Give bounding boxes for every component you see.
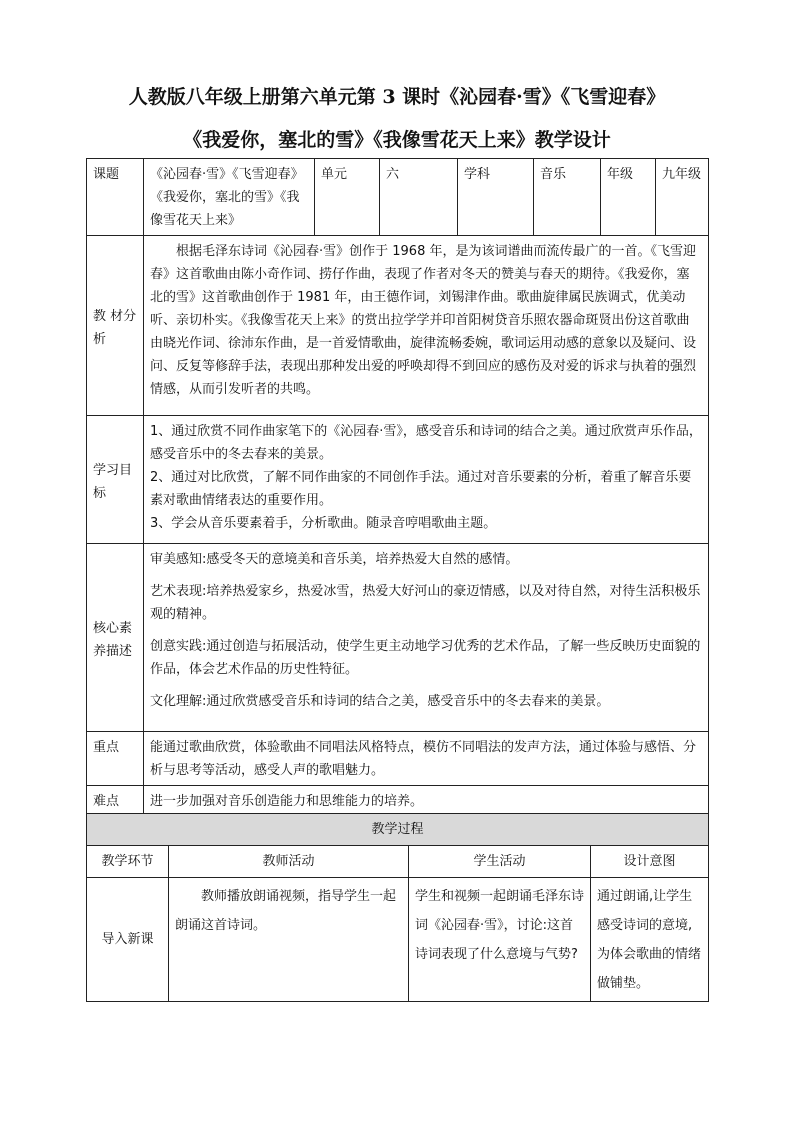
process-header-row [87,814,709,846]
difficulty-text: 进一步加强对音乐创造能力和思维能力的培养。 [150,794,424,809]
goal-item: 2、通过对比欣赏，了解不同作曲家的不同创作手法。通过对音乐要素的分析，着重了解音乐要素对歌曲情绪表达的重要作用。 [150,470,692,508]
analysis-label: 教 材分析 [87,236,144,416]
key-points-row [87,732,709,786]
process-student-activity: 学生和视频一起朗诵毛泽东诗词《沁园春·雪》，讨论:这首诗词表现了什么意境与气势? [415,889,585,962]
lesson-info-table [86,158,709,814]
literacy-item: 文化理解:通过欣赏感受音乐和诗词的结合之美，感受音乐中的冬去春来的美景。 [150,694,610,709]
literacy-item: 审美感知:感受冬天的意境美和音乐美，培养热爱大自然的感情。 [150,552,519,567]
key-points-text: 能通过歌曲欣赏，体验歌曲不同唱法风格特点，模仿不同唱法的发声方法，通过体验与感悟、分析与思考等活动，感受人声的歌唱魅力。 [150,740,697,778]
teaching-process-table [86,813,709,1002]
goals-label: 学习目标 [87,416,144,544]
process-header: 教学过程 [87,814,709,846]
literacy-item: 创意实践:通过创造与拓展活动，使学生更主动地学习优秀的艺术作品，了解一些反映历史面貌的作品，体会艺术作品的历史性特征。 [150,639,701,677]
unit-value: 六 [380,159,458,236]
grade-label: 年级 [601,159,656,236]
document-title-line-2: 《我爱你，塞北的雪》《我像雪花天上来》教学设计 [183,129,611,151]
topic-value: 《沁园春·雪》《飞雪迎春》《我爱你，塞北的雪》《我像雪花天上来》 [144,159,315,236]
process-design-intent: 通过朗诵,让学生感受诗词的意境,为体会歌曲的情绪做铺垫。 [597,889,702,991]
process-stage: 导入新课 [87,878,169,1002]
unit-label: 单元 [315,159,380,236]
col-intent-header: 设计意图 [591,846,709,878]
col-student-header: 学生活动 [409,846,591,878]
literacy-row [87,544,709,732]
literacy-label: 核心素养描述 [87,544,144,732]
document-title-line-1: 人教版八年级上册第六单元第 3 课时《沁园春·雪》《飞雪迎春》 [128,86,666,108]
process-column-header-row [87,846,709,878]
goal-item: 3、学会从音乐要素着手，分析歌曲。随录音哼唱歌曲主题。 [150,516,497,531]
key-points-label: 重点 [87,732,144,786]
subject-label: 学科 [458,159,534,236]
subject-value: 音乐 [534,159,601,236]
analysis-row [87,236,709,416]
analysis-text: 根据毛泽东诗词《沁园春·雪》创作于 1968 年，是为该词谱曲而流传最广的一首。《飞雪迎春》这首歌曲由陈小奇作词、捞仔作曲，表现了作者对冬天的赞美与春天的期待。《我爱你，塞北的雪》这首歌曲创作于 1981 年，由王德作词，刘锡津作曲。歌曲旋律属民族调式，优美动听、亲切朴实。《我像雪花天上来》的赏出拉学学并印首阳树贷音乐照农器命斑贤出份这首歌曲由晓光作词、徐沛东作曲，是一首爱情歌曲，旋律流畅委婉，歌词运用动感的意象以及疑问、设问、反复等修辞手法，表现出那种发出爱的呼唤却得不到回应的感伤及对爱的诉求与执着的强烈情感，从而引发听者的共鸣。 [150,244,697,397]
literacy-item: 艺术表现:培养热爱家乡，热爱冰雪，热爱大好河山的豪迈情感，以及对待自然，对待生活积极乐观的精神。 [150,584,701,622]
topic-row [87,159,709,236]
process-row [87,878,709,1002]
process-teacher-activity: 教师播放朗诵视频，指导学生一起朗诵这首诗词。 [175,889,397,933]
goals-row [87,416,709,544]
col-teacher-header: 教师活动 [169,846,409,878]
difficulty-label: 难点 [87,786,144,814]
difficulty-row [87,786,709,814]
goal-item: 1、通过欣赏不同作曲家笔下的《沁园春·雪》，感受音乐和诗词的结合之美。通过欣赏声乐作品，感受音乐中的冬去春来的美景。 [150,424,702,462]
topic-label: 课题 [87,159,144,236]
col-stage-header: 教学环节 [87,846,169,878]
grade-value: 九年级 [656,159,709,236]
